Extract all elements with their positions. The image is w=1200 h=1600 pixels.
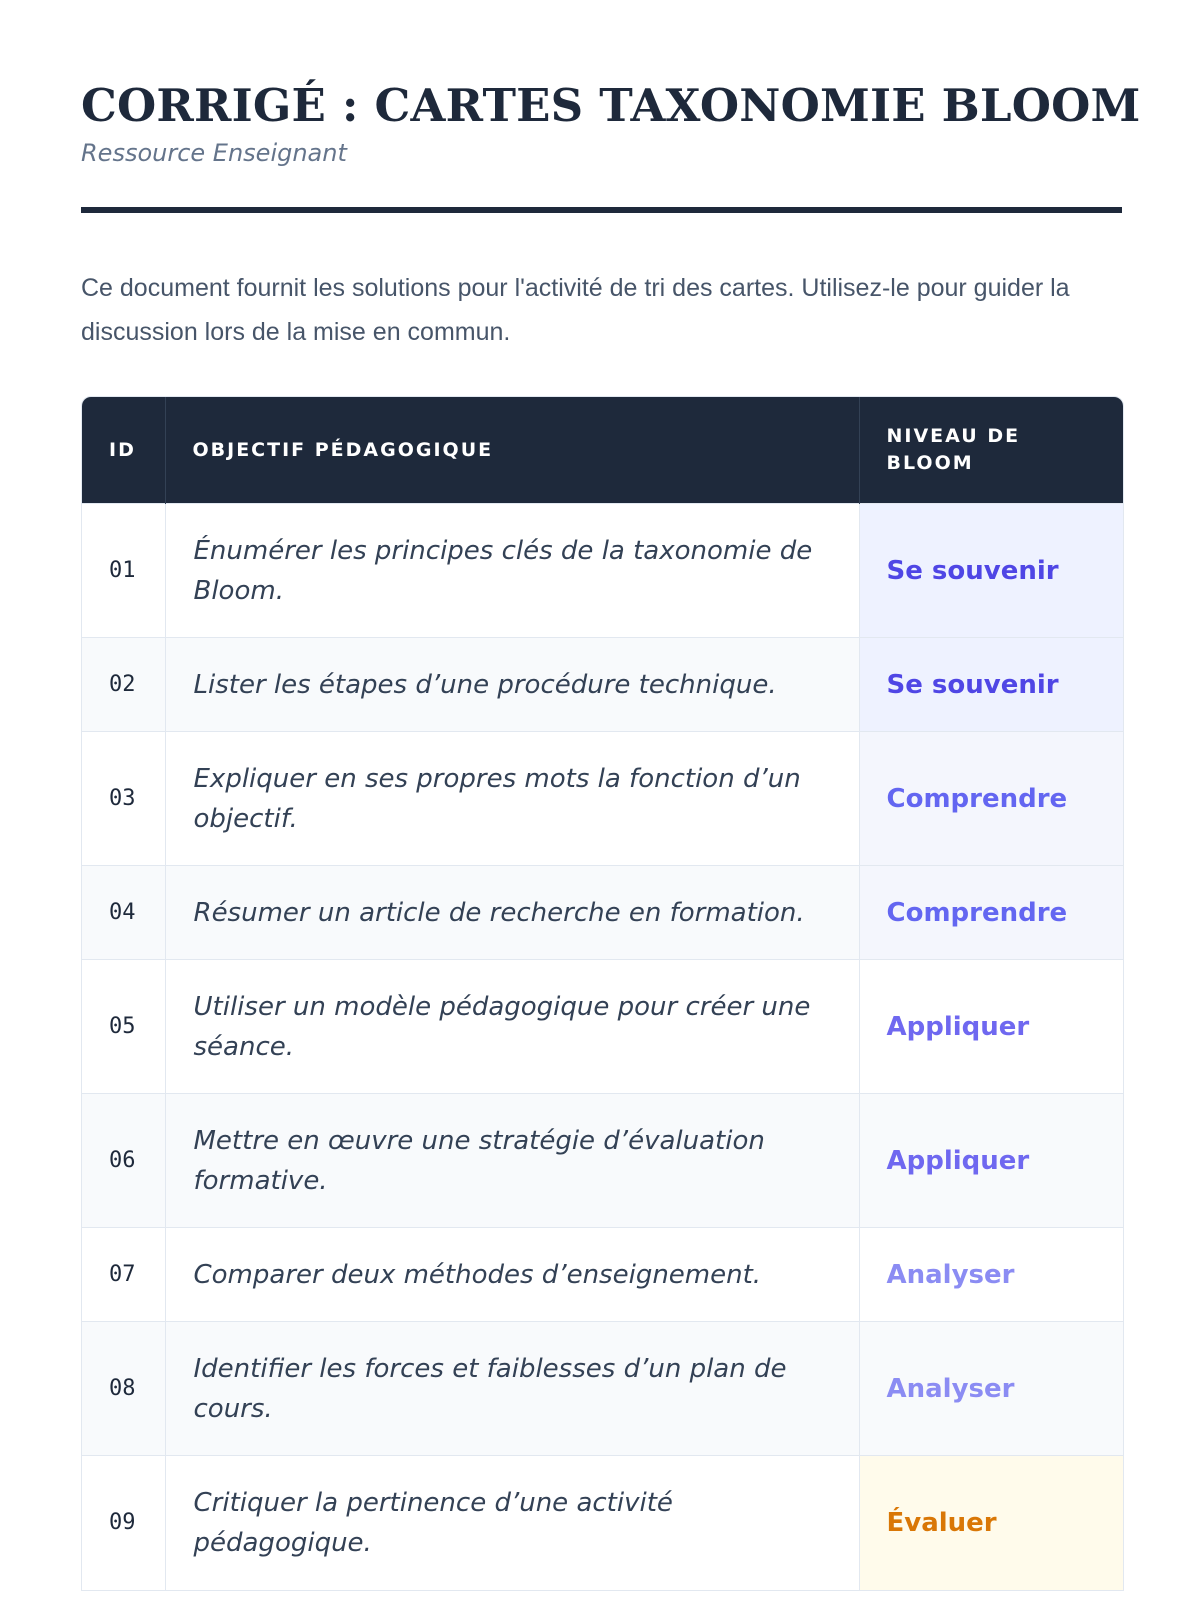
row-objective: Comparer deux méthodes d’enseignement.	[165, 1228, 859, 1322]
header-divider	[81, 207, 1122, 213]
table-body	[82, 504, 1123, 1590]
row-id: 05	[82, 960, 165, 1094]
row-bloom-level: Appliquer	[859, 1094, 1123, 1228]
table-row	[82, 732, 1123, 866]
row-id: 07	[82, 1228, 165, 1322]
row-bloom-level: Appliquer	[859, 960, 1123, 1094]
column-header-objective: OBJECTIF PÉDAGOGIQUE	[165, 397, 859, 504]
answer-key-table	[81, 396, 1124, 1591]
column-header-level	[859, 397, 1123, 504]
row-id: 01	[82, 504, 165, 638]
table-row	[82, 1228, 1123, 1322]
document-header	[81, 79, 1141, 168]
intro-paragraph: Ce document fournit les solutions pour l'activité de tri des cartes. Utilisez-le pour guider la discussion lors de la mise en commun.	[81, 274, 1070, 346]
column-header-level-label: NIVEAU DE BLOOM	[886, 425, 1021, 474]
row-id: 04	[82, 866, 165, 960]
page-title: CORRIGÉ : CARTES TAXONOMIE BLOOM	[81, 79, 1141, 132]
row-objective: Mettre en œuvre une stratégie d’évaluation formative.	[165, 1094, 859, 1228]
table-row	[82, 960, 1123, 1094]
row-bloom-level: Analyser	[859, 1228, 1123, 1322]
row-objective: Expliquer en ses propres mots la fonction d’un objectif.	[165, 732, 859, 866]
row-objective: Identifier les forces et faiblesses d’un plan de cours.	[165, 1322, 859, 1456]
table-row	[82, 1094, 1123, 1228]
page-subtitle: Ressource Enseignant	[81, 139, 347, 168]
row-objective: Lister les étapes d’une procédure technique.	[165, 638, 859, 732]
row-bloom-level: Comprendre	[859, 866, 1123, 960]
table-row	[82, 638, 1123, 732]
row-objective: Résumer un article de recherche en formation.	[165, 866, 859, 960]
table-row	[82, 866, 1123, 960]
row-id: 02	[82, 638, 165, 732]
table-header-row	[82, 397, 1123, 504]
row-objective: Énumérer les principes clés de la taxonomie de Bloom.	[165, 504, 859, 638]
row-bloom-level: Se souvenir	[859, 638, 1123, 732]
row-id: 03	[82, 732, 165, 866]
row-bloom-level: Se souvenir	[859, 504, 1123, 638]
row-bloom-level: Évaluer	[859, 1456, 1123, 1590]
row-id: 06	[82, 1094, 165, 1228]
row-bloom-level: Analyser	[859, 1322, 1123, 1456]
table-row	[82, 1456, 1123, 1590]
table-row	[82, 1322, 1123, 1456]
row-bloom-level: Comprendre	[859, 732, 1123, 866]
row-id: 08	[82, 1322, 165, 1456]
row-id: 09	[82, 1456, 165, 1590]
row-objective: Critiquer la pertinence d’une activité pédagogique.	[165, 1456, 859, 1590]
table-row	[82, 504, 1123, 638]
row-objective: Utiliser un modèle pédagogique pour créer une séance.	[165, 960, 859, 1094]
column-header-id: ID	[82, 397, 165, 504]
